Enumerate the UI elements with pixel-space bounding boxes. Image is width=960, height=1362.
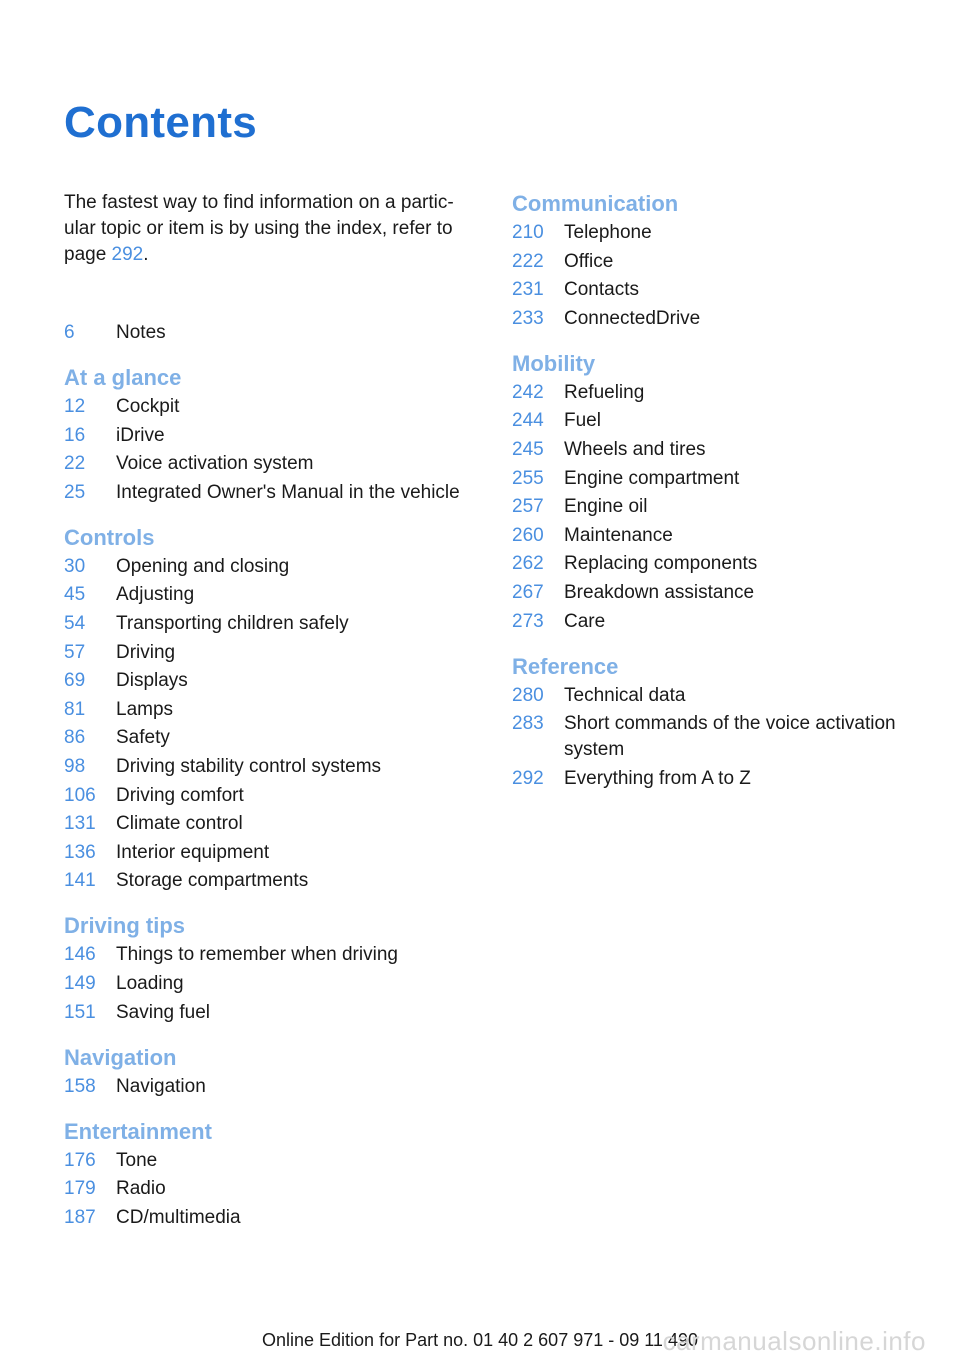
page-number-link[interactable]: 158 [64, 1075, 96, 1097]
toc-entry[interactable] [512, 711, 932, 763]
toc-entry[interactable] [64, 320, 484, 346]
toc-section-communication [512, 190, 932, 332]
toc-entry[interactable] [512, 277, 932, 303]
page-number-link[interactable]: 81 [64, 698, 86, 720]
entry-label: Contacts [564, 279, 639, 301]
toc-entry[interactable] [64, 840, 484, 866]
entry-label: Voice activation system [116, 453, 314, 475]
toc-entry[interactable] [512, 220, 932, 246]
entry-label: Storage compartments [116, 870, 309, 892]
toc-entry[interactable] [64, 1000, 484, 1026]
toc-entry[interactable] [512, 437, 932, 463]
section-title: Communication [512, 191, 679, 216]
entry-label: Replacing components [564, 553, 758, 575]
entry-label: Cockpit [116, 396, 180, 417]
intro-text-end: . [143, 244, 149, 265]
entry-label: Office [564, 250, 614, 272]
page-number-link[interactable]: 12 [64, 396, 86, 417]
toc-entry[interactable] [512, 683, 932, 709]
page-number-link[interactable]: 106 [64, 784, 96, 806]
toc-entry[interactable] [512, 766, 932, 792]
page-number-link[interactable]: 141 [64, 870, 96, 892]
toc-entry[interactable] [512, 408, 932, 434]
entry-label: Climate control [116, 813, 243, 835]
page-number-link[interactable]: 98 [64, 755, 86, 777]
entry-label: CD/multimedia [116, 1206, 241, 1228]
entry-label: Loading [116, 972, 184, 994]
toc-entry[interactable] [512, 580, 932, 606]
page-number-link[interactable]: 176 [64, 1149, 96, 1171]
entry-label: Driving stability control systems [116, 755, 382, 777]
toc-entry[interactable] [64, 451, 484, 477]
entry-label: Driving comfort [116, 784, 244, 806]
toc-entry[interactable] [64, 1074, 484, 1100]
entry-label: Tone [116, 1149, 158, 1171]
section-title: Driving tips [64, 913, 186, 939]
entry-label: Telephone [564, 222, 652, 243]
entry-label: Wheels and tires [564, 438, 706, 460]
right-column [512, 190, 932, 810]
toc-entry[interactable] [64, 942, 484, 968]
page-number-link[interactable]: 149 [64, 972, 96, 994]
page-title: Contents [64, 98, 258, 147]
index-page-link[interactable]: 292 [111, 244, 144, 265]
toc-entry[interactable] [512, 249, 932, 275]
entry-label: Everything from A to Z [564, 767, 751, 789]
entry-label: Notes [116, 322, 166, 343]
page-number-link[interactable]: 257 [512, 496, 544, 518]
page-number-link[interactable]: 242 [512, 381, 544, 403]
toc-entry[interactable] [64, 725, 484, 751]
page-number-link[interactable]: 6 [64, 322, 75, 343]
entry-label: Integrated Owner's Manual in the vehicle [116, 481, 460, 503]
toc-entry[interactable] [512, 494, 932, 520]
entry-label: Engine compartment [564, 467, 740, 489]
entry-label: Maintenance [564, 524, 673, 546]
toc-entry[interactable] [512, 380, 932, 406]
left-column [64, 190, 484, 1249]
toc-entry[interactable] [64, 697, 484, 723]
page-number-link[interactable]: 131 [64, 813, 96, 835]
section-title: Mobility [512, 350, 596, 376]
toc-section-reference [512, 653, 932, 792]
toc-entry[interactable] [512, 523, 932, 549]
toc-entry[interactable] [64, 868, 484, 894]
page-number-link[interactable]: 233 [512, 307, 544, 329]
toc-entry[interactable] [64, 754, 484, 780]
page-number-link[interactable]: 244 [512, 410, 544, 432]
page-number-link[interactable]: 262 [512, 553, 544, 575]
page-number-link[interactable]: 255 [512, 467, 544, 489]
toc-section-mobility [512, 350, 932, 635]
entry-label: Saving fuel [116, 1001, 211, 1023]
toc-entry[interactable] [512, 609, 932, 635]
left-sections [64, 320, 484, 1231]
toc-entry[interactable] [64, 1148, 484, 1174]
toc-entry[interactable] [64, 394, 484, 420]
page-number-link[interactable]: 210 [512, 222, 544, 243]
page-number-link[interactable]: 30 [64, 555, 86, 577]
page-number-link[interactable]: 179 [64, 1178, 96, 1200]
page-number-link[interactable]: 292 [512, 767, 544, 789]
entry-label: Refueling [564, 381, 645, 403]
toc-entry[interactable] [64, 783, 484, 809]
page-number-link[interactable]: 187 [64, 1206, 96, 1228]
toc-section-navigation [64, 1044, 484, 1100]
toc-section-entertainment [64, 1118, 484, 1231]
toc-entry[interactable] [64, 1205, 484, 1231]
page-number-link[interactable]: 267 [512, 581, 544, 603]
toc-entry[interactable] [64, 971, 484, 997]
page-number-link[interactable]: 222 [512, 250, 544, 272]
toc-entry[interactable] [64, 811, 484, 837]
entry-label: Technical data [564, 684, 686, 706]
page-number-link[interactable]: 231 [512, 279, 544, 301]
toc-entry[interactable] [64, 611, 484, 637]
page-number-link[interactable]: 45 [64, 584, 86, 606]
toc-entry[interactable] [64, 480, 484, 506]
page-number-link[interactable]: 146 [64, 944, 96, 966]
page-number-link[interactable]: 151 [64, 1001, 96, 1023]
entry-label: Adjusting [116, 584, 195, 606]
page-number-link[interactable]: 25 [64, 481, 86, 503]
entry-label: Care [564, 610, 606, 632]
toc-entry[interactable] [64, 582, 484, 608]
toc-entry[interactable] [64, 1176, 484, 1202]
toc-section [64, 320, 484, 346]
toc-entry[interactable] [64, 640, 484, 666]
section-title: Navigation [64, 1044, 177, 1070]
toc-section-at-a-glance [64, 364, 484, 506]
page-number-link[interactable]: 69 [64, 670, 86, 692]
page-number-link[interactable]: 245 [512, 438, 544, 460]
entry-label: iDrive [116, 424, 165, 446]
entry-label: Displays [116, 670, 188, 692]
page-number-link[interactable]: 22 [64, 453, 86, 475]
toc-section-controls [64, 524, 484, 895]
entry-label: Opening and closing [116, 555, 290, 577]
entry-label: Fuel [564, 410, 601, 432]
toc-entry[interactable] [512, 466, 932, 492]
entry-label: Driving [116, 641, 176, 663]
entry-label: ConnectedDrive [564, 307, 701, 329]
entry-label: Short commands of the voice activation system [564, 713, 896, 761]
page-number-link[interactable]: 16 [64, 424, 86, 446]
right-sections [512, 190, 932, 792]
footer-edition: Online Edition for Part no. 01 40 2 607 971 - 09 11 490 [262, 1330, 698, 1350]
page-number-link[interactable]: 57 [64, 641, 86, 663]
intro-paragraph [64, 190, 479, 268]
entry-label: Transporting children safely [116, 612, 349, 634]
page-number-link[interactable]: 280 [512, 684, 544, 706]
page-number-link[interactable]: 273 [512, 610, 544, 632]
toc-entry[interactable] [512, 551, 932, 577]
page-number-link[interactable]: 136 [64, 841, 96, 863]
section-title: Controls [64, 524, 155, 550]
toc-section-driving-tips [64, 912, 484, 1025]
page-number-link[interactable]: 54 [64, 612, 86, 634]
watermark: carmanualsonline.info [662, 1326, 926, 1356]
section-title: At a glance [64, 365, 182, 390]
intro-text: The fastest way to find information on a partic-ular topic or item is by using the index, refer to page [64, 192, 454, 265]
entry-label: Engine oil [564, 496, 648, 518]
entry-label: Breakdown assistance [564, 581, 755, 603]
toc-entry[interactable] [64, 423, 484, 449]
section-title: Reference [512, 653, 619, 679]
entry-label: Radio [116, 1178, 166, 1200]
entry-label: Safety [116, 727, 170, 749]
page-number-link[interactable]: 260 [512, 524, 544, 546]
toc-entry[interactable] [64, 668, 484, 694]
toc-entry[interactable] [64, 554, 484, 580]
entry-label: Interior equipment [116, 841, 270, 863]
entry-label: Things to remember when driving [116, 944, 398, 966]
entry-label: Navigation [116, 1075, 206, 1097]
toc-entry[interactable] [512, 306, 932, 332]
entry-label: Lamps [116, 698, 174, 720]
page-number-link[interactable]: 86 [64, 727, 86, 749]
page-number-link[interactable]: 283 [512, 713, 544, 735]
section-title: Entertainment [64, 1118, 212, 1144]
